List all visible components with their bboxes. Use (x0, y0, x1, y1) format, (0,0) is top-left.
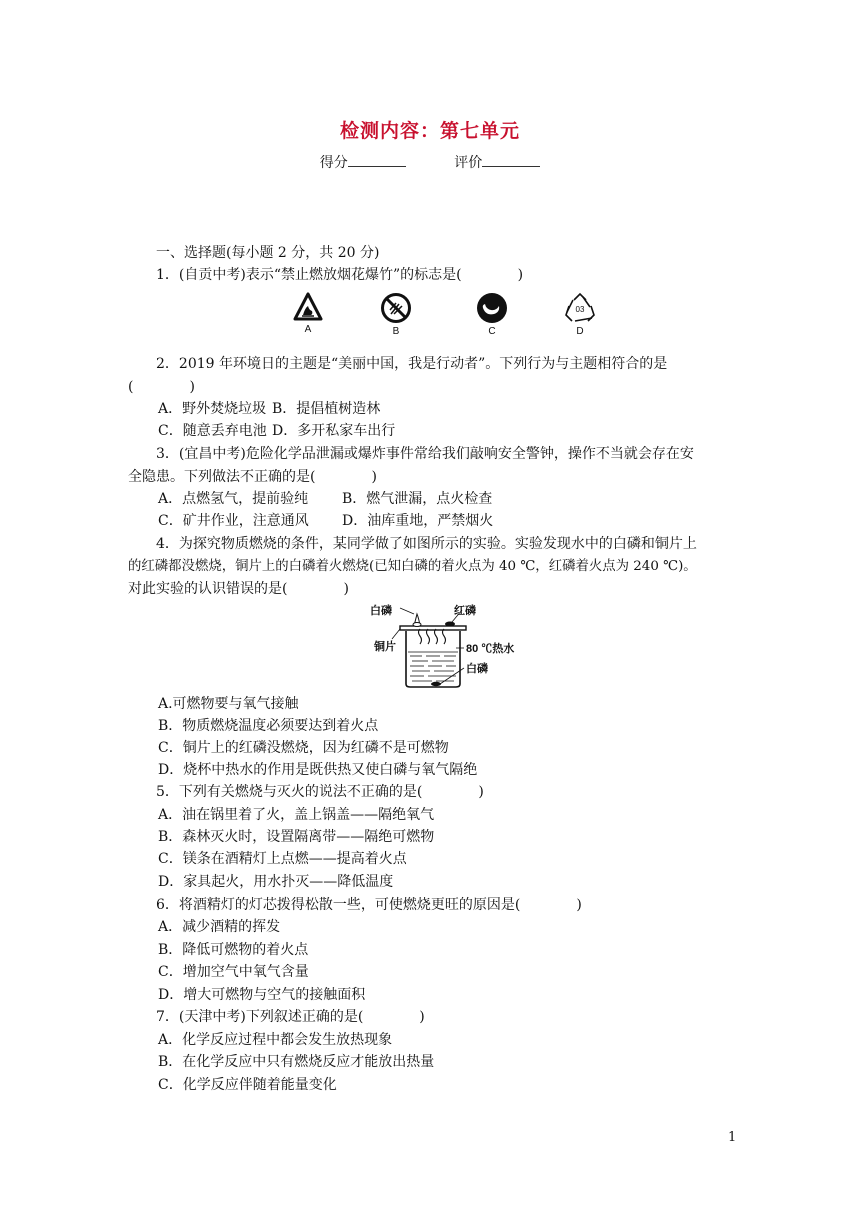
q6-option-d: D．增大可燃物与空气的接触面积 (158, 987, 366, 1003)
option-b-label: B (392, 326, 400, 337)
label-copper-sheet: 铜片 (374, 641, 396, 653)
eval-field (454, 152, 540, 172)
recycle-03-icon (563, 292, 597, 324)
q2-option-b: B．提倡植树造林 (272, 401, 381, 417)
score-blank (348, 154, 406, 167)
option-d-sign (560, 292, 600, 337)
question-2-line1: 2．2019 年环境日的主题是“美丽中国，我是行动者”。下列行为与主题相符合的是 (156, 356, 668, 372)
q3-option-a: A．点燃氢气，提前验纯 (158, 491, 309, 507)
page-title: 检测内容：第七单元 (339, 120, 520, 142)
q2-option-d: D．多开私家车出行 (272, 423, 396, 439)
score-row (0, 152, 860, 172)
flame-circle-icon (476, 292, 508, 324)
option-c-sign (472, 292, 512, 337)
question-3-line2: 全隐患。下列做法不正确的是( ) (128, 469, 377, 485)
label-red-phosphorus: 红磷 (454, 605, 476, 617)
q4-option-a: A.可燃物要与氧气接触 (158, 696, 299, 712)
q3-option-c: C．矿井作业，注意通风 (158, 513, 309, 529)
option-a-label: A (304, 324, 312, 335)
question-3-options-ab (158, 488, 770, 510)
q7-option-b: B．在化学反应中只有燃烧反应才能放出热量 (158, 1054, 435, 1070)
q6-option-a: A．减少酒精的挥发 (158, 919, 281, 935)
recycle-code-text: 03 (575, 305, 585, 314)
option-d-label: D (576, 326, 584, 337)
page-number: 1 (728, 1130, 737, 1145)
q7-option-a: A．化学反应过程中都会发生放热现象 (158, 1032, 393, 1048)
q4-option-b: B．物质燃烧温度必须要达到着火点 (158, 718, 379, 734)
question-3-options-cd (158, 510, 770, 532)
question-4-line3: 对此实验的认识错误的是( ) (128, 581, 349, 597)
q2-option-a: A．野外焚烧垃圾 (158, 401, 267, 417)
q4-option-d: D．烧杯中热水的作用是既供热又使白磷与氧气隔绝 (158, 762, 478, 778)
score-field (320, 152, 406, 172)
no-fireworks-icon (380, 292, 412, 324)
label-white-phosphorus-top: 白磷 (370, 605, 392, 617)
question-2-line2: ( ) (128, 379, 195, 395)
score-label: 得分 (319, 155, 348, 171)
section-heading: 一、选择题(每小题 2 分，共 20 分) (156, 245, 380, 261)
eval-blank (482, 154, 540, 167)
question-3-line1: 3．(宜昌中考)危险化学品泄漏或爆炸事件常给我们敲响安全警钟，操作不当就会存在安 (156, 446, 694, 462)
question-7-stem: 7．(天津中考)下列叙述正确的是( ) (156, 1009, 425, 1025)
option-c-label: C (488, 326, 496, 337)
label-white-phosphorus-water: 白磷 (466, 663, 488, 675)
question-1-stem: 1．(自贡中考)表示“禁止燃放烟花爆竹”的标志是( ) (156, 267, 524, 283)
q5-option-c: C．镁条在酒精灯上点燃——提高着火点 (158, 851, 407, 867)
q7-option-c: C．化学反应伴随着能量变化 (158, 1077, 337, 1093)
option-b-sign (376, 292, 416, 337)
q6-option-c: C．增加空气中氧气含量 (158, 964, 309, 980)
q5-option-d: D．家具起火，用水扑灭——降低温度 (158, 874, 394, 890)
option-a-sign (288, 292, 328, 335)
combustion-experiment-figure (370, 604, 530, 690)
question-6-stem: 6．将酒精灯的灯芯拨得松散一些，可使燃烧更旺的原因是( ) (156, 897, 582, 913)
q5-option-a: A．油在锅里着了火，盖上锅盖——隔绝氧气 (158, 807, 435, 823)
question-5-stem: 5．下列有关燃烧与灭火的说法不正确的是( ) (156, 784, 484, 800)
eval-label: 评价 (454, 155, 483, 171)
question-2-options-cd (158, 420, 770, 442)
question-1-icons (288, 292, 618, 346)
q6-option-b: B．降低可燃物的着火点 (158, 942, 309, 958)
question-4-line2: 的红磷都没燃烧，铜片上的白磷着火燃烧(已知白磷的着火点为 40 ℃，红磷着火点为 240 ℃)。 (128, 559, 697, 574)
label-hot-water: 80 ℃热水 (466, 643, 515, 655)
q4-option-c: C．铜片上的红磷没燃烧，因为红磷不是可燃物 (158, 740, 449, 756)
q3-option-b: B．燃气泄漏，点火检查 (342, 491, 493, 507)
question-4-line1: 4．为探究物质燃烧的条件，某同学做了如图所示的实验。实验发现水中的白磷和铜片上 (156, 536, 697, 552)
q5-option-b: B．森林灭火时，设置隔离带——隔绝可燃物 (158, 829, 435, 845)
flammable-warning-icon (293, 292, 323, 322)
q2-option-c: C．随意丢弃电池 (158, 423, 267, 439)
question-2-options-ab (158, 398, 770, 420)
q3-option-d: D．油库重地，严禁烟火 (342, 513, 494, 529)
